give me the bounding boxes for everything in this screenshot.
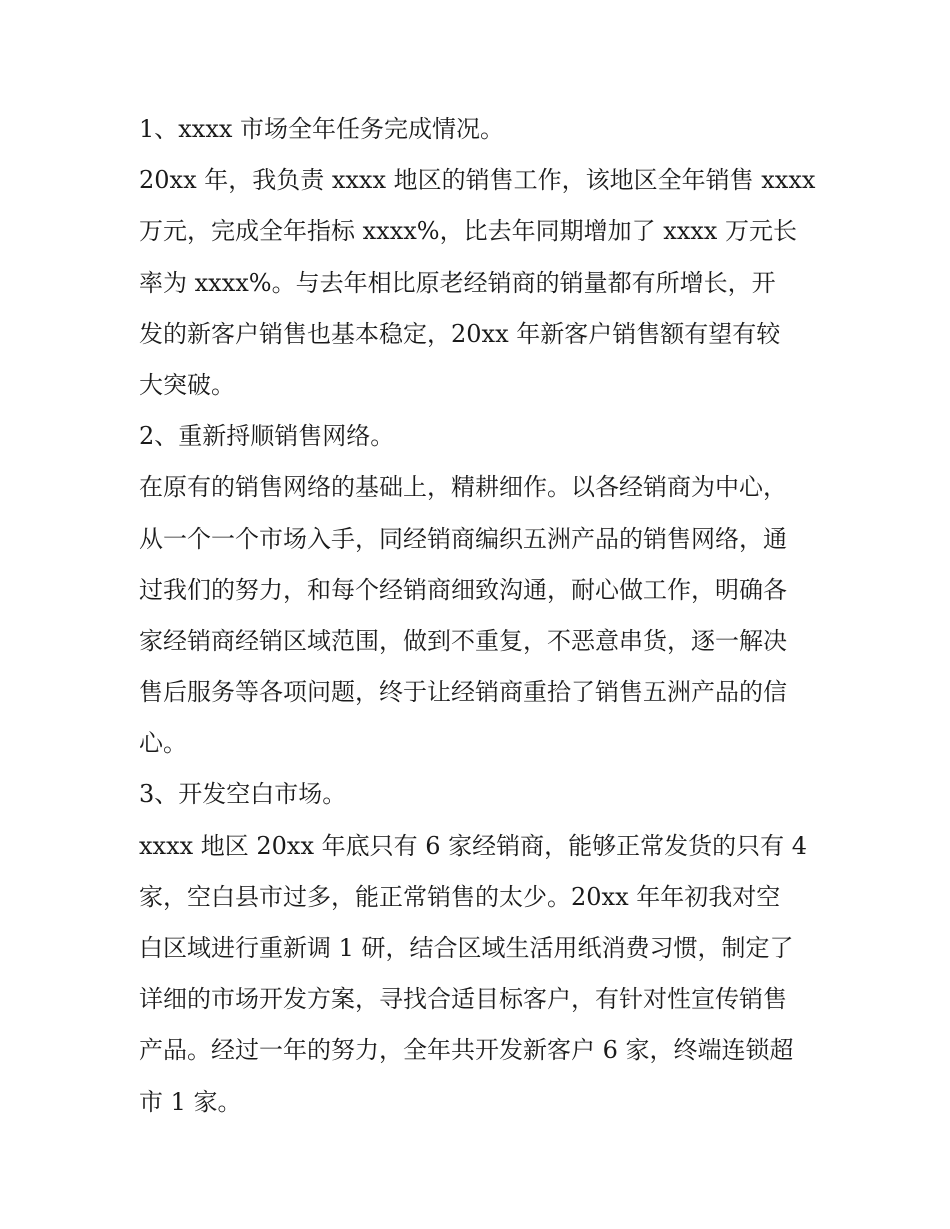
section-2-paragraph-line: 售后服务等各项问题，终于让经销商重拾了销售五洲产品的信	[139, 678, 787, 707]
document-body	[139, 104, 819, 1128]
section-3-paragraph-line: 白区域进行重新调 1 研，结合区域生活用纸消费习惯，制定了	[139, 934, 794, 962]
section-2-paragraph-line: 过我们的努力，和每个经销商细致沟通，耐心做工作，明确各	[139, 575, 787, 604]
section-1-paragraph-line: 万元，完成全年指标 xxxx%，比去年同期增加了 xxxx 万元长	[139, 217, 797, 246]
section-1-paragraph-line: 大突破。	[139, 370, 235, 399]
section-3-paragraph-line: 家，空白县市过多，能正常销售的太少。20xx 年年初我对空	[139, 882, 781, 911]
section-3-paragraph-line: 市 1 家。	[139, 1087, 242, 1116]
section-2-paragraph-line: 从一个一个市场入手，同经销商编织五洲产品的销售网络，通	[139, 524, 787, 553]
section-1-paragraph-line: 20xx 年，我负责 xxxx 地区的销售工作，该地区全年销售 xxxx	[139, 166, 816, 195]
section-2-paragraph-line: 家经销商经销区域范围，做到不重复，不恶意串货，逐一解决	[139, 626, 787, 655]
section-2-paragraph-line: 在原有的销售网络的基础上，精耕细作。以各经销商为中心，	[139, 473, 787, 502]
section-3-paragraph-line: 产品。经过一年的努力，全年共开发新客户 6 家，终端连锁超	[139, 1036, 794, 1065]
section-3-heading: 3、开发空白市场。	[139, 780, 347, 809]
section-3-paragraph-line: 详细的市场开发方案，寻找合适目标客户，有针对性宣传销售	[139, 985, 787, 1014]
section-1-heading: 1、xxxx 市场全年任务完成情况。	[139, 115, 505, 143]
section-2-paragraph-line: 心。	[139, 729, 187, 758]
section-2-heading: 2、重新捋顺销售网络。	[139, 422, 395, 451]
section-1-paragraph-line: 率为 xxxx%。与去年相比原老经销商的销量都有所增长，开	[139, 268, 776, 297]
section-1-paragraph-line: 发的新客户销售也基本稳定，20xx 年新客户销售额有望有较	[139, 319, 781, 348]
section-3-paragraph-line: xxxx 地区 20xx 年底只有 6 家经销商，能够正常发货的只有 4	[139, 831, 808, 860]
